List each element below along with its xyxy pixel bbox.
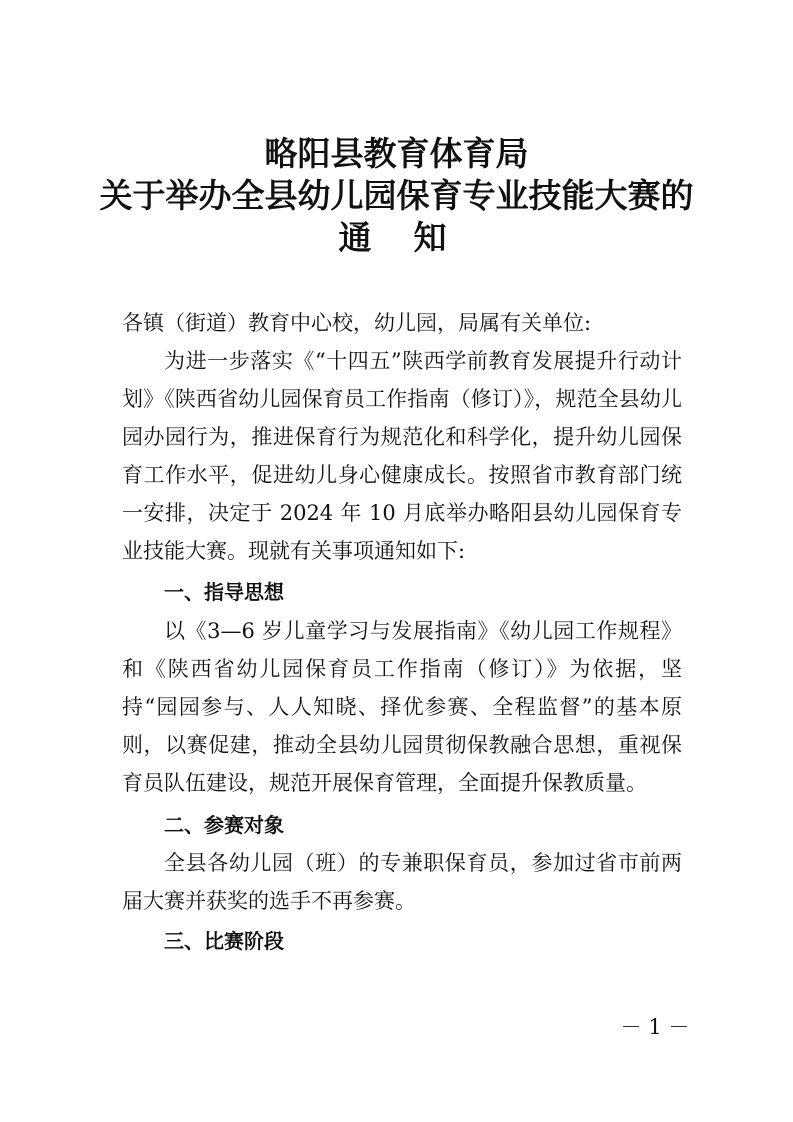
section-2-heading: 二、参赛对象	[164, 813, 284, 837]
title-char-2: 知	[413, 218, 455, 257]
section-2-body: 全县各幼儿园（班）的专兼职保育员，参加过省市前两届大赛并获奖的选手不再参赛。	[122, 851, 682, 913]
title-line-2: 关于举办全县幼儿园保育专业技能大赛的	[99, 176, 694, 215]
title-line-3	[0, 218, 793, 258]
intro-paragraph: 为进一步落实《“十四五”陕西学前教育发展提升行动计划》《陕西省幼儿园保育员工作指南（修订）》，规范全县幼儿园办园行为，推进保育行为规范化和科学化，提升幼儿园保育工作水平，促进幼儿身心健康成长。按照省市教育部门统一安排，决定于 2024 年 10 月底举办略阳县幼儿园保育专业技能大赛。现就有关事项通知如下:	[122, 349, 682, 563]
section-3-heading: 三、比赛阶段	[164, 929, 284, 953]
section-1-heading: 一、指导思想	[164, 580, 284, 604]
salutation: 各镇（街道）教育中心校，幼儿园，局属有关单位:	[122, 311, 592, 335]
title-line-1: 略阳县教育体育局	[264, 134, 529, 173]
page-number: － 1 －	[620, 1015, 690, 1039]
title-char-1: 通	[338, 218, 380, 257]
section-1-body: 以《3—6 岁儿童学习与发展指南》《幼儿园工作规程》和《陕西省幼儿园保育员工作指南（修订）》为依据，坚持“园园参与、人人知晓、择优参赛、全程监督”的基本原则，以赛促建，推动全县幼儿园贯彻保教融合思想，重视保育员队伍建设，规范开展保育管理，全面提升保教质量。	[122, 619, 682, 795]
